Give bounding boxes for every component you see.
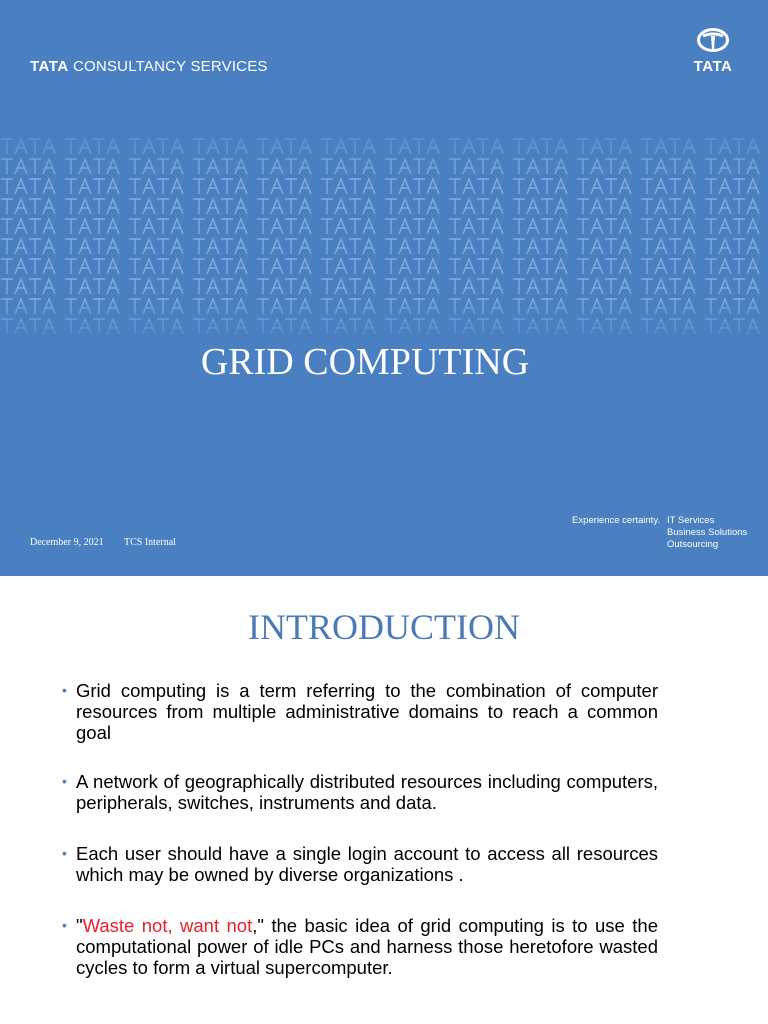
tcs-brand-logo xyxy=(30,58,268,75)
tata-pattern-band xyxy=(0,136,768,336)
bullet-item xyxy=(62,843,658,885)
bullet-dot-icon: • xyxy=(62,682,67,698)
intro-title: INTRODUCTION xyxy=(248,607,520,647)
bullet-quote-open: " xyxy=(76,915,83,936)
bullet-highlight: Waste not, want not xyxy=(82,915,253,936)
bullet-item xyxy=(62,680,658,743)
bullet-item xyxy=(62,915,658,978)
tata-logo-word: TATA xyxy=(693,58,733,75)
slide-title: GRID COMPUTING xyxy=(200,341,530,383)
bullet-text: Each user should have a single login account to access all resources which may be owned by diverse organizations . xyxy=(76,843,658,885)
introduction-slide xyxy=(0,576,768,1024)
brand-bold-text: TATA xyxy=(30,58,69,75)
service-item: Outsourcing xyxy=(667,539,719,550)
footer-classification: TCS Internal xyxy=(124,537,176,548)
bullet-dot-icon: • xyxy=(62,773,67,789)
bullet-item xyxy=(62,771,658,813)
bullet-text: ," the basic idea of grid computing is to use the computational power of idle PCs and harness those heretofore wasted cycles to form a virtual supercomputer. xyxy=(76,915,658,978)
tata-logo xyxy=(686,28,740,76)
brand-rest-text: CONSULTANCY SERVICES xyxy=(68,58,268,75)
tata-emblem-icon xyxy=(697,28,729,56)
bullet-text: Grid computing is a term referring to the combination of computer resources from multiple administrative domains to reach a common goal xyxy=(76,680,658,743)
services-list xyxy=(667,515,747,551)
service-item: Business Solutions xyxy=(667,527,748,538)
bullet-dot-icon: • xyxy=(62,917,67,933)
service-item: IT Services xyxy=(667,515,715,526)
bullet-dot-icon: • xyxy=(62,845,67,861)
bullet-text: A network of geographically distributed resources including computers, peripherals, switches, instruments and data. xyxy=(76,771,658,813)
tagline: Experience certainty. xyxy=(572,515,661,526)
bullet-list xyxy=(62,680,658,978)
footer-date: December 9, 2021 xyxy=(30,537,104,548)
